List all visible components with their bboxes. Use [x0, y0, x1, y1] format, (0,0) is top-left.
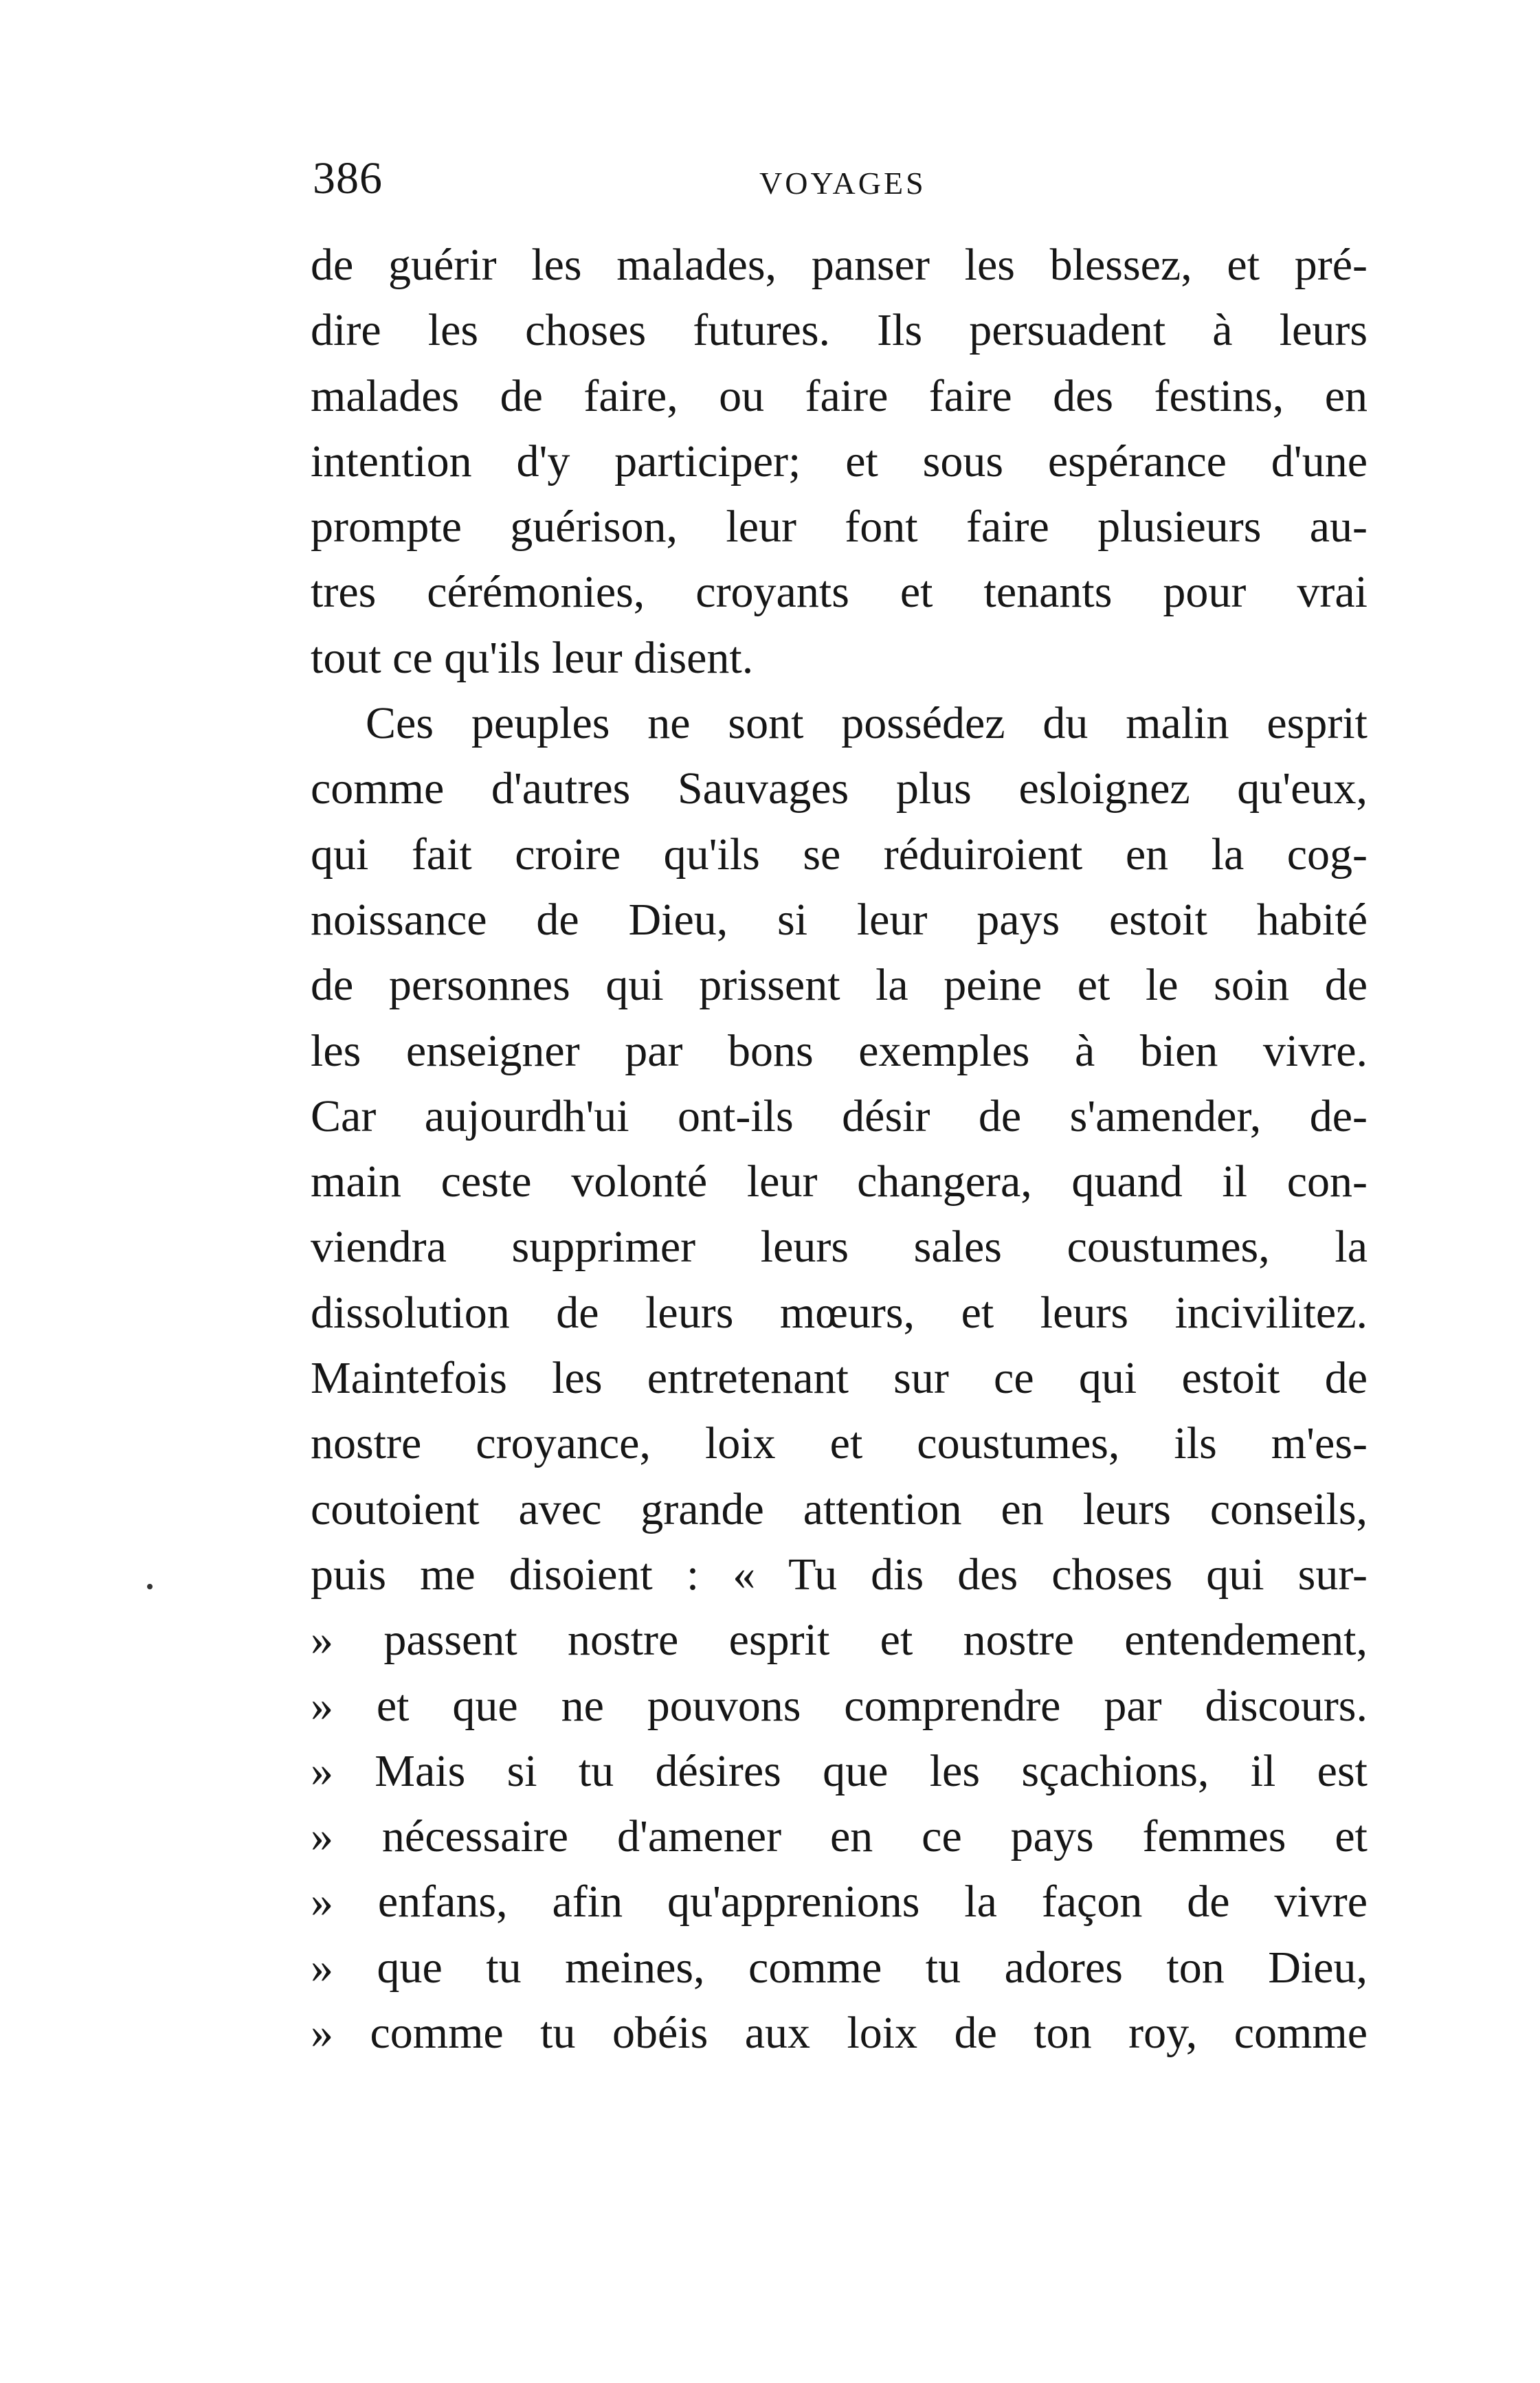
text-line: de personnes qui prissent la peine et le soin de	[311, 960, 1368, 1011]
text-line: tres cérémonies, croyants et tenants pour vrai	[311, 567, 1368, 618]
ink-speck	[147, 1584, 153, 1589]
paragraph-start-line: Ces peuples ne sont possédez du malin esprit	[366, 698, 1368, 749]
text-line: coutoient avec grande attention en leurs conseils,	[311, 1484, 1368, 1534]
text-line: Car aujourdh'ui ont-ils désir de s'amender, de-	[311, 1090, 1368, 1141]
text-line: nostre croyance, loix et coustumes, ils m'es-	[311, 1418, 1368, 1469]
text-line: qui fait croire qu'ils se réduiroient en la cog-	[311, 829, 1368, 880]
text-line: tout ce qu'ils leur disent.	[311, 632, 754, 683]
text-line: viendra supprimer leurs sales coustumes, la	[311, 1222, 1368, 1273]
text-line: noissance de Dieu, si leur pays estoit habité	[311, 894, 1368, 945]
text-line: » nécessaire d'amener en ce pays femmes et	[311, 1811, 1368, 1862]
text-line: dire les choses futures. Ils persuadent à leurs	[311, 305, 1368, 356]
page-number: 386	[313, 153, 383, 203]
running-title: VOYAGES	[759, 166, 926, 201]
text-line: de guérir les malades, panser les blessez, et pré-	[311, 240, 1368, 290]
text-line: » et que ne pouvons comprendre par discours.	[311, 1680, 1368, 1731]
text-line: comme d'autres Sauvages plus esloignez qu'eux,	[311, 763, 1368, 814]
text-line: main ceste volonté leur changera, quand il con-	[311, 1156, 1368, 1207]
text-line: les enseigner par bons exemples à bien vivre.	[311, 1025, 1368, 1076]
text-line: » passent nostre esprit et nostre entendement,	[311, 1615, 1368, 1666]
text-line: » comme tu obéis aux loix de ton roy, comme	[311, 2008, 1368, 2059]
text-line: » Mais si tu désires que les sçachions, il est	[311, 1745, 1368, 1796]
text-line: prompte guérison, leur font faire plusieurs au-	[311, 502, 1368, 552]
text-line: puis me disoient : « Tu dis des choses qui sur-	[311, 1549, 1368, 1600]
text-line: Maintefois les entretenant sur ce qui estoit de	[311, 1353, 1368, 1404]
text-line: » enfans, afin qu'apprenions la façon de vivre	[311, 1877, 1368, 1927]
text-line: dissolution de leurs mœurs, et leurs incivilitez.	[311, 1287, 1368, 1338]
text-line: intention d'y participer; et sous espérance d'une	[311, 436, 1368, 486]
text-line: » que tu meines, comme tu adores ton Dieu,	[311, 1942, 1368, 1993]
text-line: malades de faire, ou faire faire des festins, en	[311, 370, 1368, 421]
page-header	[313, 144, 1368, 206]
body-text	[311, 232, 1368, 2066]
